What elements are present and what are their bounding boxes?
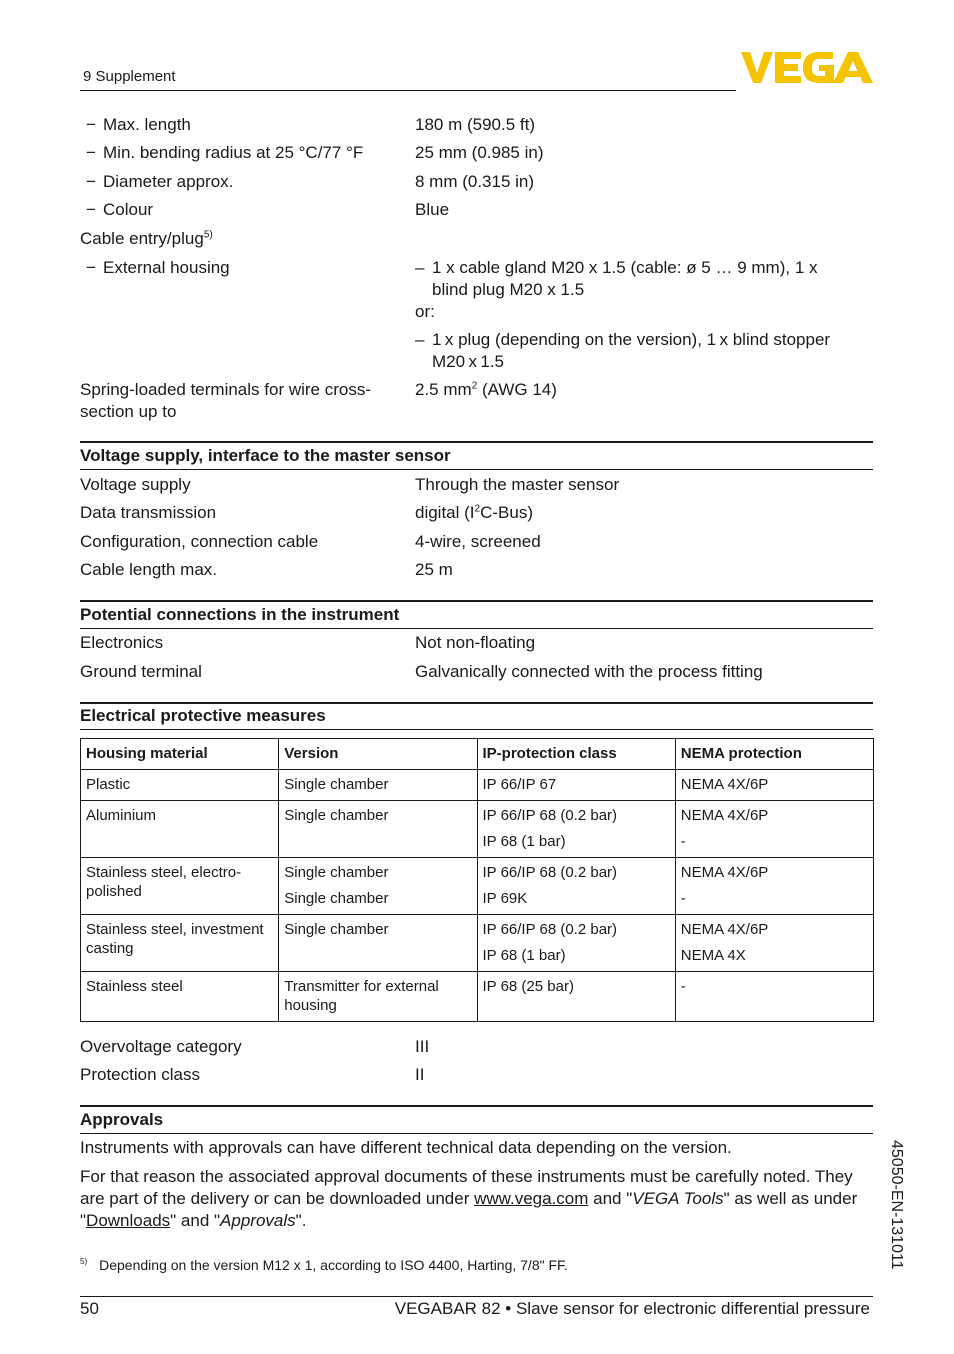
section-rule-bottom [80, 1133, 873, 1134]
document-code: 45050-EN-131011 [888, 1140, 905, 1270]
spec-value: Not non-floating [415, 633, 536, 652]
cell-version: Single chamber [279, 915, 477, 972]
spec-label: Cable entry/plug$^{5)}$ [80, 229, 213, 248]
approvals-paragraph-1: Instruments with approvals can have different technical data depending on the version. [80, 1138, 732, 1157]
approvals-paragraph-2: For that reason the associated approval documents of these instruments must be carefully noted. They are part of the delivery or can be downloaded under www.vega.com and "VEGA Tools" as well as under "Downloads" and "Approvals". [80, 1167, 858, 1230]
section-title-protective: Electrical protective measures [80, 706, 326, 725]
table-row [81, 770, 874, 801]
cell-nema: NEMA 4X/6P NEMA 4X [675, 915, 873, 972]
section-rule-top [80, 1105, 873, 1107]
spec-label: Configuration, connection cable [80, 532, 319, 551]
spec-label: Voltage supply [80, 475, 191, 494]
section-rule-top [80, 702, 873, 704]
cell-nema: - [675, 972, 873, 1022]
cell-version: Single chamber [279, 801, 477, 858]
spec-label: Electronics [80, 633, 164, 652]
column-header: Housing material [81, 739, 279, 770]
table-row [81, 858, 874, 915]
table-header-row [81, 739, 874, 770]
section-rule-bottom [80, 729, 873, 730]
cell-material: Stainless steel [81, 972, 279, 1022]
spec-value-options [415, 257, 875, 373]
spec-value: 8 mm (0.315 in) [415, 172, 535, 191]
spec-value: III [415, 1037, 430, 1056]
section-rule-top [80, 441, 873, 443]
spec-label: Spring-loaded terminals for wire cross- section up to [80, 380, 371, 421]
spec-label: − External housing [86, 257, 230, 279]
section-title-potential: Potential connections in the instrument [80, 605, 400, 624]
option-or: or: [415, 302, 435, 321]
option-gland: – 1 x cable gland M20 x 1.5 (cable: ø 5 … 9 mm), 1 x blind plug M20 x 1.5 [415, 257, 875, 301]
spec-label: − Max. length [86, 114, 191, 136]
table-row [81, 915, 874, 972]
cell-version: Single chamber [279, 770, 477, 801]
footnote-ref: 5) [203, 229, 213, 241]
cell-ip: IP 66/IP 68 (0.2 bar) IP 69K [477, 858, 675, 915]
spec-value: 25 m [415, 560, 453, 579]
cell-version: Single chamber Single chamber [279, 858, 477, 915]
spec-label: − Min. bending radius at 25 °C/77 °F [86, 142, 363, 164]
option-plug: – 1 x plug (depending on the version), 1 x blind stopper M20 x 1.5 [415, 329, 875, 373]
column-header: NEMA protection [675, 739, 873, 770]
cell-material: Aluminium [81, 801, 279, 858]
spec-label: − Colour [86, 199, 153, 221]
footer-title: VEGABAR 82 • Slave sensor for electronic differential pressure [394, 1299, 870, 1318]
link-vega-website[interactable]: www.vega.com [474, 1189, 589, 1208]
section-rule-bottom [80, 469, 873, 470]
column-header: IP-protection class [477, 739, 675, 770]
spec-label: Data transmission [80, 503, 217, 522]
section-title-voltage: Voltage supply, interface to the master sensor [80, 446, 451, 465]
spec-label: − Diameter approx. [86, 171, 233, 193]
spec-value: 180 m (590.5 ft) [415, 115, 536, 134]
cell-material: Plastic [81, 770, 279, 801]
section-rule-top [80, 600, 873, 602]
table-row [81, 801, 874, 858]
footnote-mark: 5) [80, 1257, 88, 1267]
vega-logo [741, 52, 873, 84]
cell-ip: IP 66/IP 68 (0.2 bar) IP 68 (1 bar) [477, 801, 675, 858]
table-row [81, 972, 874, 1022]
spec-value: digital $(I^2C-Bus)$ [415, 503, 533, 522]
protection-table [80, 738, 874, 1022]
spec-label: Cable length max. [80, 560, 218, 579]
spec-value: 25 mm (0.985 in) [415, 143, 544, 162]
section-title-approvals: Approvals [80, 1110, 164, 1129]
cell-ip: IP 66/IP 68 (0.2 bar) IP 68 (1 bar) [477, 915, 675, 972]
spec-value: 2.5 $mm^2$ (AWG 14) [415, 380, 557, 399]
cell-ip: IP 66/IP 67 [477, 770, 675, 801]
link-downloads[interactable]: Downloads [86, 1211, 171, 1230]
section-heading: 9 Supplement [83, 68, 176, 85]
section-rule-bottom [80, 628, 873, 629]
spec-value: Blue [415, 200, 450, 219]
cell-material: Stainless steel, investment casting [81, 915, 279, 972]
cell-nema: NEMA 4X/6P - [675, 858, 873, 915]
spec-label: Protection class [80, 1065, 200, 1084]
page-number: 50 [80, 1299, 99, 1318]
cell-nema: NEMA 4X/6P [675, 770, 873, 801]
column-header: Version [279, 739, 477, 770]
cell-ip: IP 68 (25 bar) [477, 972, 675, 1022]
cell-material: Stainless steel, electro-polished [81, 858, 279, 915]
header-rule [80, 90, 736, 91]
footer-rule [80, 1296, 873, 1297]
spec-value: II [415, 1065, 425, 1084]
spec-value: 4-wire, screened [415, 532, 541, 551]
cell-nema: NEMA 4X/6P - [675, 801, 873, 858]
spec-value: Through the master sensor [415, 475, 620, 494]
spec-label: Overvoltage category [80, 1037, 242, 1056]
spec-value: Galvanically connected with the process fitting [415, 662, 763, 681]
spec-label: Ground terminal [80, 662, 202, 681]
footnote: $^{5)}$ Depending on the version M12 x 1, according to ISO 4400, Harting, 7/8" FF. [80, 1257, 568, 1273]
cell-version: Transmitter for external housing [279, 972, 477, 1022]
